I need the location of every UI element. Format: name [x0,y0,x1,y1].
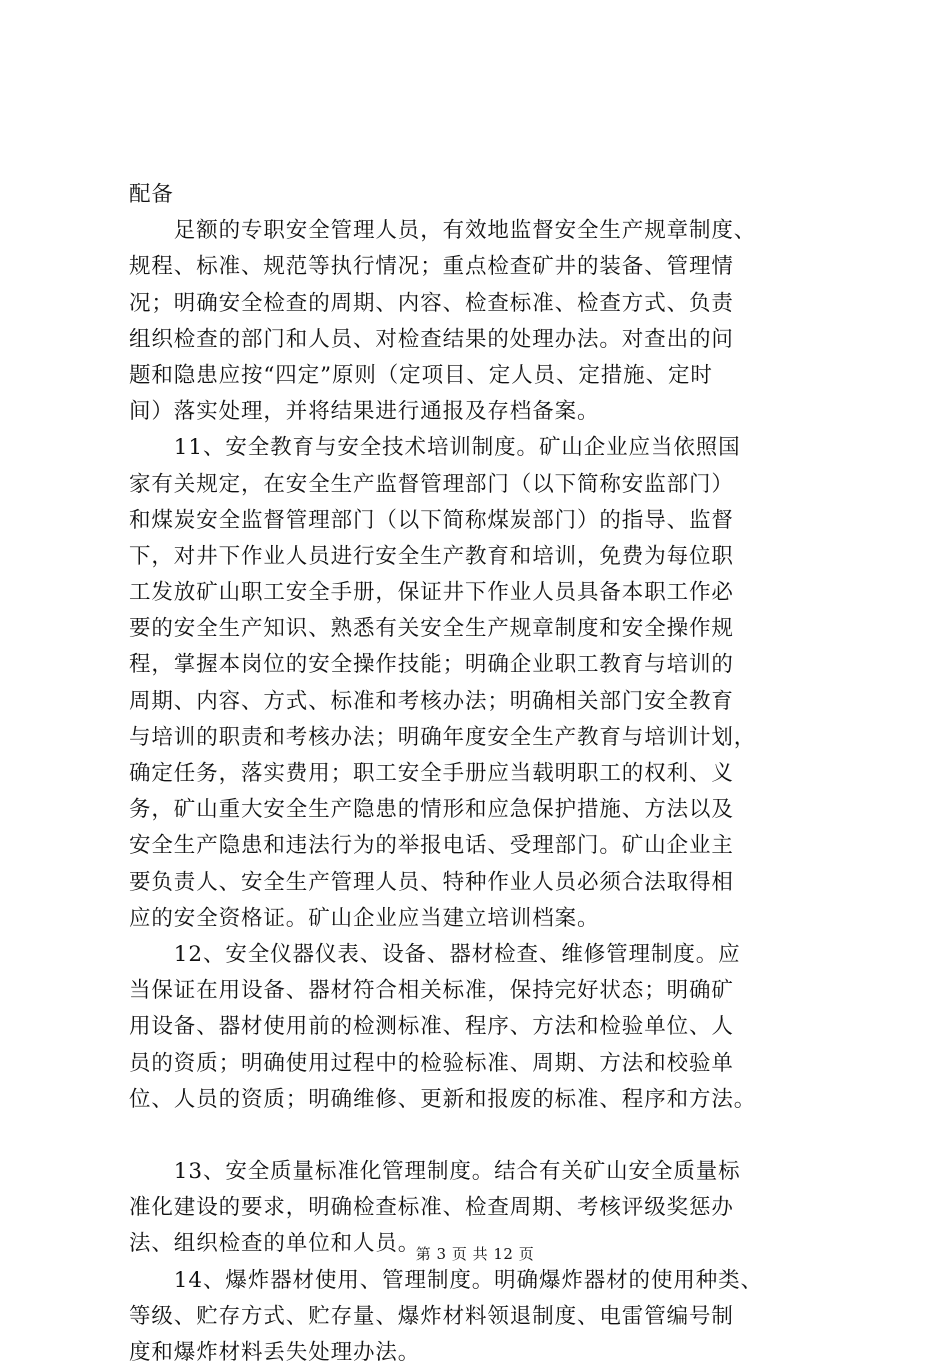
document-body [129,177,829,1371]
text-line: 与培训的职责和考核办法；明确年度安全生产教育与培训计划， [129,724,757,750]
text-line: 要负责人、安全生产管理人员、特种作业人员必须合法取得相 [129,869,734,895]
text-line: 确定任务，落实费用；职工安全手册应当载明职工的权利、义 [129,761,734,786]
text-line: 规程、标准、规范等执行情况；重点检查矿井的装备、管理情 [129,254,734,280]
text-line: 间）落实处理，并将结果进行通报及存档备案。 [129,399,600,425]
text-line: 准化建设的要求，明确检查标准、检查周期、考核评级奖惩办 [129,1195,734,1221]
text-line: 应的安全资格证。矿山企业应当建立培训档案。 [129,905,600,931]
text-line: 况；明确安全检查的周期、内容、检查标准、检查方式、负责 [129,290,734,316]
text-line: 安全生产隐患和违法行为的举报电话、受理部门。矿山企业主 [129,833,734,859]
text-line: 和煤炭安全监督管理部门（以下简称煤炭部门）的指导、监督 [129,507,734,533]
text-line: 12、安全仪器仪表、设备、器材检查、维修管理制度。应 [129,941,741,967]
text-line: 位、人员的资质；明确维修、更新和报废的标准、程序和方法。 [129,1086,757,1112]
text-line: 下，对井下作业人员进行安全生产教育和培训，免费为每位职 [129,543,734,569]
text-line: 足额的专职安全管理人员，有效地监督安全生产规章制度、 [129,218,757,244]
text-line: 法、组织检查的单位和人员。 [129,1231,421,1257]
text-line: 当保证在用设备、器材符合相关标准，保持完好状态；明确矿 [129,978,734,1004]
text-line: 员的资质；明确使用过程中的检验标准、周期、方法和校验单 [129,1050,734,1076]
text-line: 用设备、器材使用前的检测标准、程序、方法和检验单位、人 [129,1014,734,1040]
text-line: 11、安全教育与安全技术培训制度。矿山企业应当依照国 [129,435,741,461]
text-line: 要的安全生产知识、熟悉有关安全生产规章制度和安全操作规 [129,616,734,642]
page-number-footer: 第 3 页 共 12 页 [415,1245,535,1263]
text-line: 务，矿山重大安全生产隐患的情形和应急保护措施、方法以及 [129,797,734,823]
text-line: 家有关规定，在安全生产监督管理部门（以下简称安监部门） [129,471,734,497]
text-line: 度和爆炸材料丢失处理办法。 [129,1340,421,1365]
text-line: 等级、贮存方式、贮存量、爆炸材料领退制度、电雷管编号制 [129,1303,734,1329]
text-line: 配备 [129,182,174,207]
text-line: 程，掌握本岗位的安全操作技能；明确企业职工教育与培训的 [129,652,734,678]
text-line: 14、爆炸器材使用、管理制度。明确爆炸器材的使用种类、 [129,1267,763,1293]
text-line: 题和隐患应按“四定”原则（定项目、定人员、定措施、定时 [129,362,713,388]
paragraph-gap [129,1118,829,1154]
text-line: 13、安全质量标准化管理制度。结合有关矿山安全质量标 [129,1159,741,1185]
text-line: 周期、内容、方式、标准和考核办法；明确相关部门安全教育 [129,688,734,714]
text-line: 工发放矿山职工安全手册，保证井下作业人员具备本职工作必 [129,580,734,606]
text-line: 组织检查的部门和人员、对检查结果的处理办法。对查出的问 [129,326,734,352]
